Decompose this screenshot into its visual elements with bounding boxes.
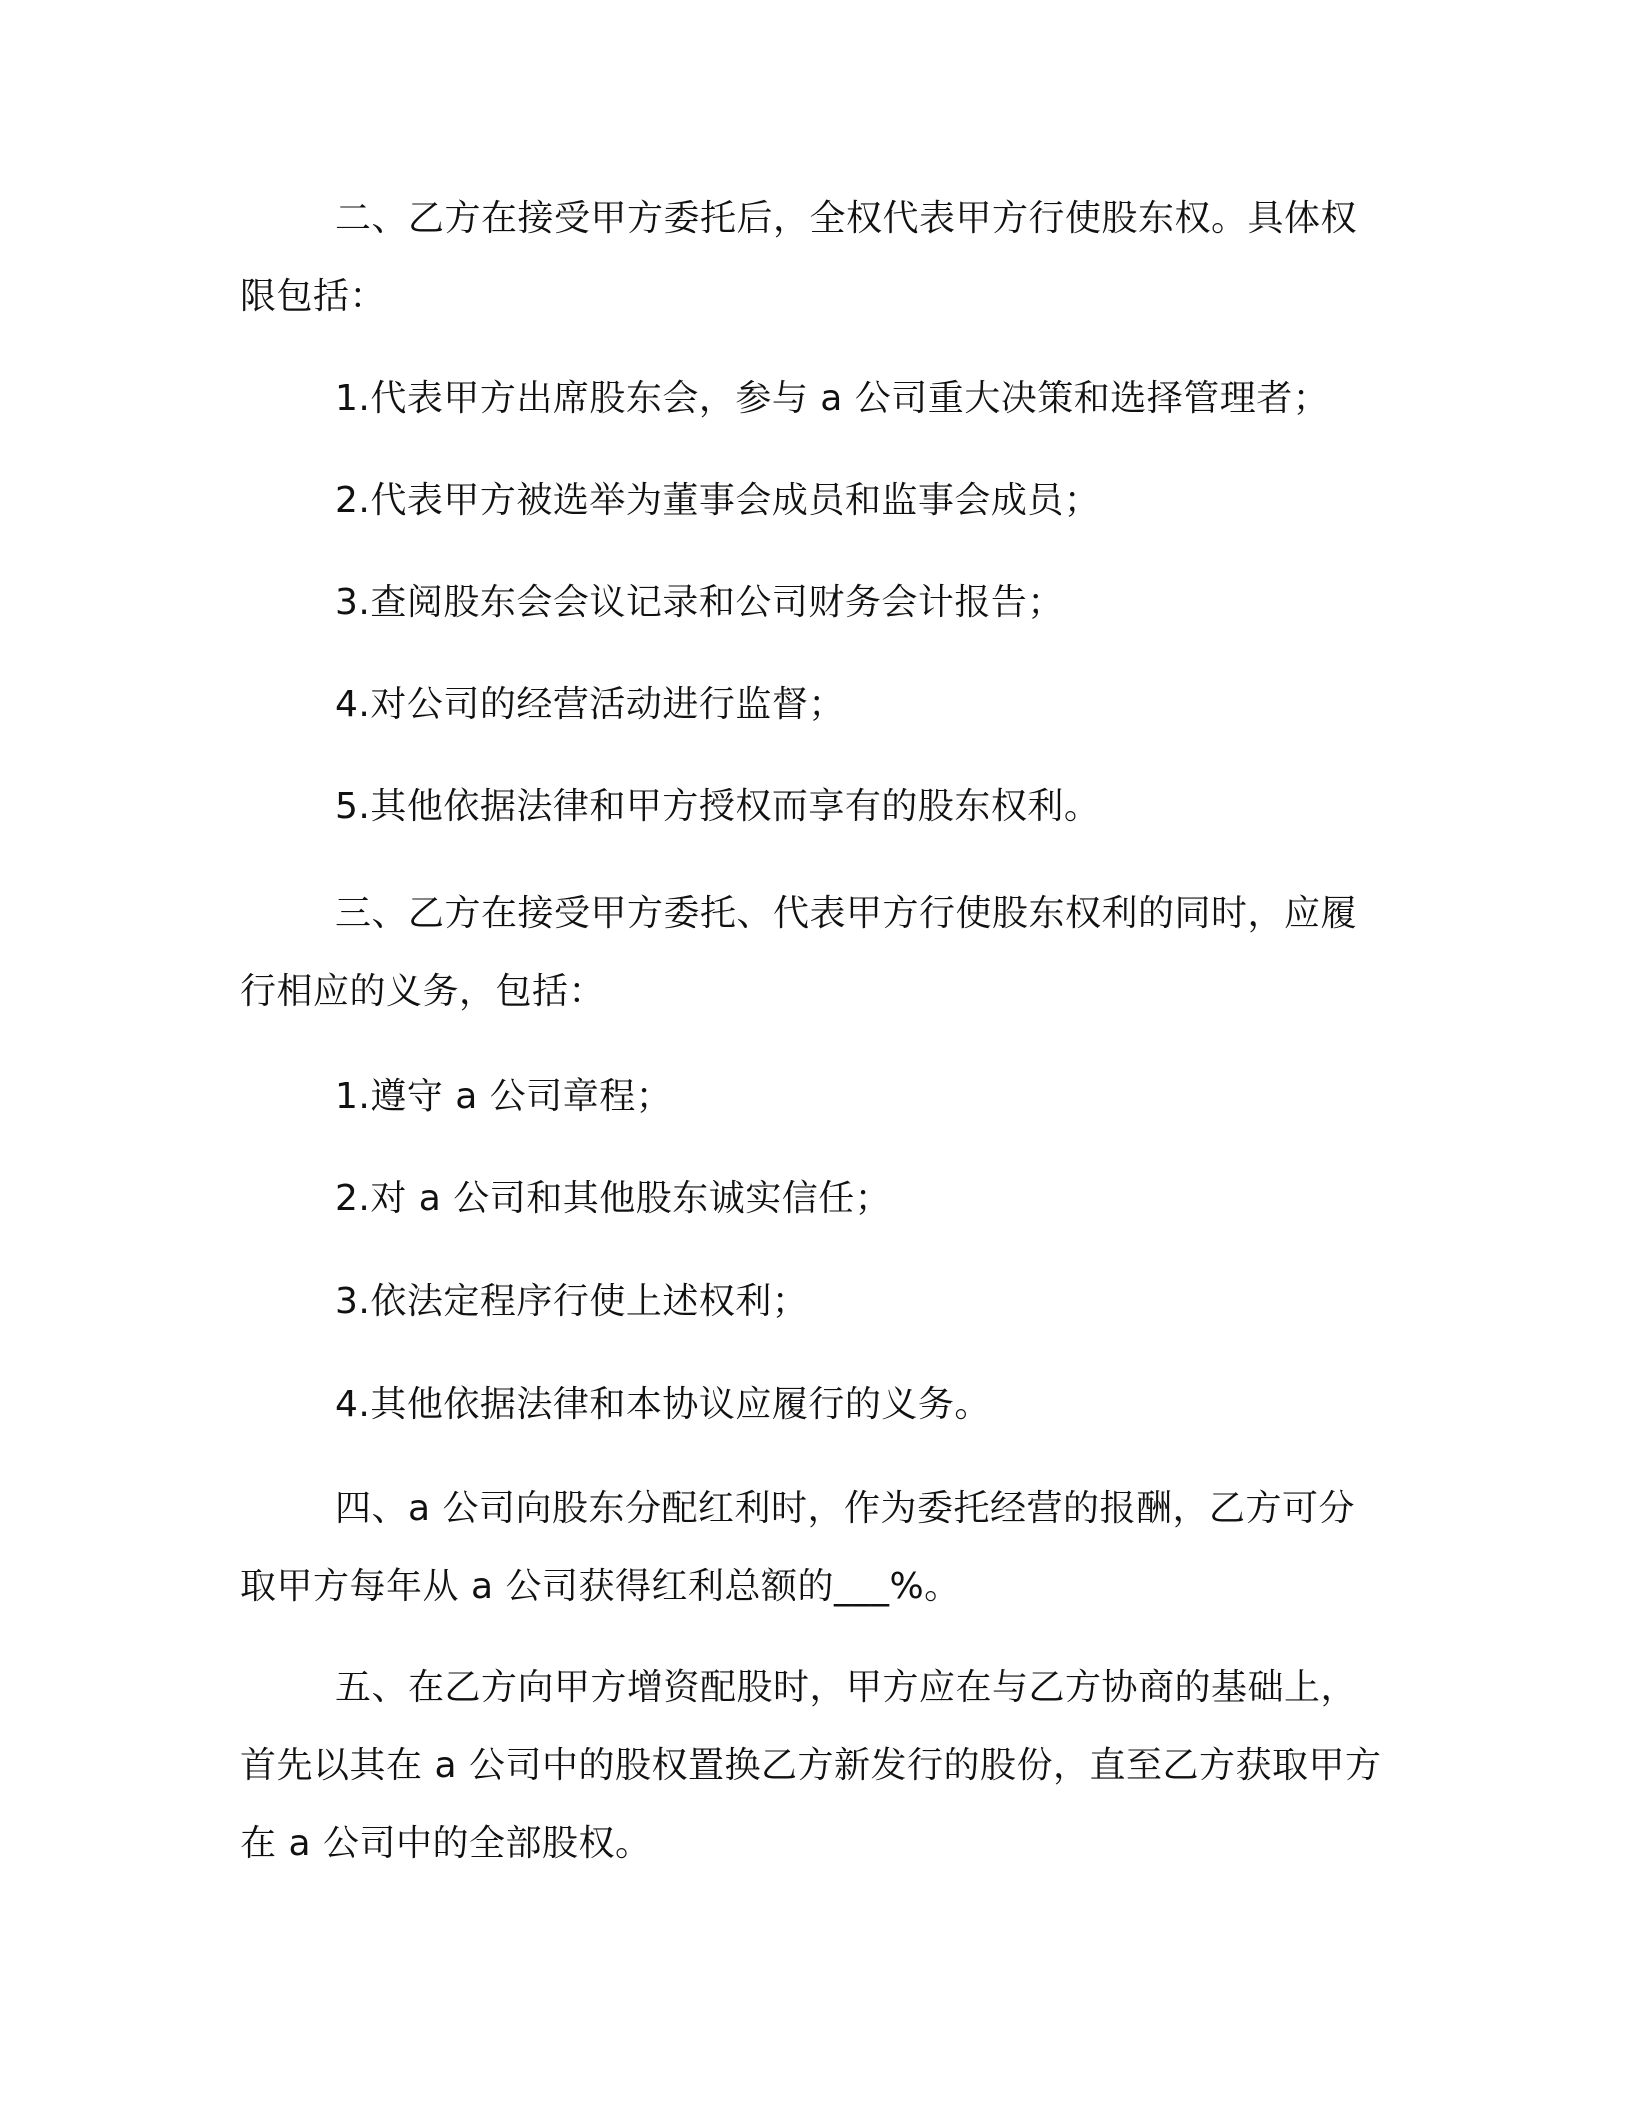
clause-2-item-3: 3.查阅股东会会议记录和公司财务会计报告； [335,582,1064,623]
clause-2-item-2: 2.代表甲方被选举为董事会成员和监事会成员； [335,480,1101,521]
clause-2-paragraph: 二、乙方在接受甲方委托后，全权代表甲方行使股东权。具体权限包括： [240,198,1358,317]
clause-2-item-5: 5.其他依据法律和甲方授权而享有的股东权利。 [335,786,1101,827]
clause-3-item-2: 2.对 a 公司和其他股东诚实信任； [335,1178,892,1219]
clause-3-item-1: 1.遵守 a 公司章程； [335,1076,673,1117]
clause-2-item-1: 1.代表甲方出席股东会，参与 a 公司重大决策和选择管理者； [335,378,1330,419]
clause-4-paragraph: 四、a 公司向股东分配红利时，作为委托经营的报酬，乙方可分取甲方每年从 a 公司获得红利总额的___%。 [240,1488,1356,1607]
clause-3-item-4: 4.其他依据法律和本协议应履行的义务。 [335,1384,991,1425]
clause-3-paragraph: 三、乙方在接受甲方委托、代表甲方行使股东权利的同时，应履行相应的义务，包括： [240,893,1358,1012]
clause-3-item-3: 3.依法定程序行使上述权利； [335,1281,809,1322]
clause-5-paragraph: 五、在乙方向甲方增资配股时，甲方应在与乙方协商的基础上，首先以其在 a 公司中的股权置换乙方新发行的股份，直至乙方获取甲方在 a 公司中的全部股权。 [240,1667,1382,1864]
clause-2-item-4: 4.对公司的经营活动进行监督； [335,684,845,725]
